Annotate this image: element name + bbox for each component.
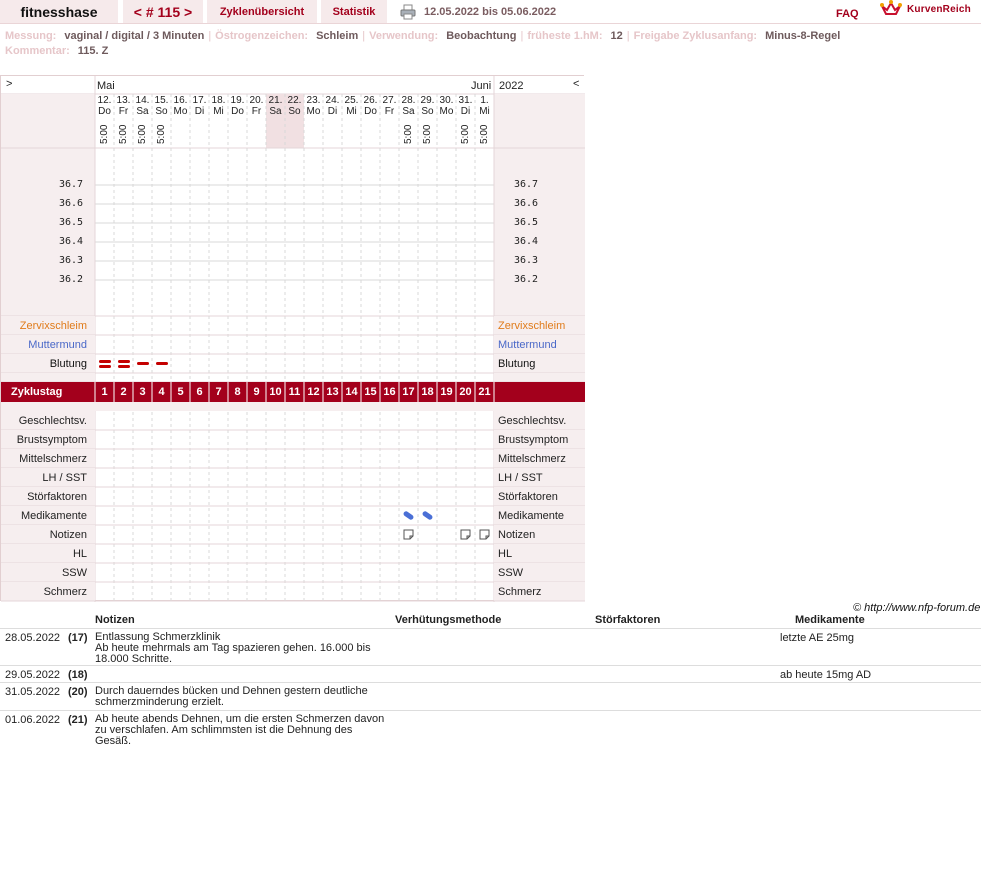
note-text (95, 714, 385, 747)
day-date: 29. (420, 95, 435, 106)
bleeding-mark (137, 362, 149, 365)
day-weekday: Fr (251, 106, 262, 117)
copyright: © http://www.nfp-forum.de (853, 602, 981, 614)
day-weekday: Do (231, 106, 244, 117)
day-weekday: Do (98, 106, 111, 117)
day-weekday: So (288, 106, 301, 117)
cycle-day-number: 19 (440, 386, 453, 398)
temp-label-left: 36.4 (59, 236, 84, 247)
note-line: Durch dauerndes bücken und Dehnen gestern deutliche (95, 685, 368, 697)
note-icon[interactable] (403, 529, 414, 540)
cycle-day-number: 2 (120, 386, 127, 398)
cycle-day-number: 5 (177, 386, 184, 398)
day-weekday: Mi (346, 106, 357, 117)
row-label-left: Mittelschmerz (19, 453, 87, 465)
temp-label-left: 36.7 (59, 179, 84, 190)
note-date: 01.06.2022 (5, 714, 61, 726)
day-date: 27. (382, 95, 397, 106)
day-weekday: Mo (439, 106, 454, 117)
faq-link[interactable]: FAQ (836, 8, 859, 20)
cycle-overview-tab[interactable]: Zyklenübersicht (207, 0, 317, 23)
header-methode: Verhütungsmethode (395, 614, 502, 626)
row-label-right: Muttermund (498, 339, 557, 351)
header-notizen: Notizen (95, 614, 135, 626)
day-weekday: Mi (213, 106, 224, 117)
day-weekday: Mi (479, 106, 490, 117)
cycle-day-number: 16 (383, 386, 396, 398)
cycle-day-number: 17 (402, 386, 415, 398)
month-label: Mai (97, 80, 115, 92)
note-medication: ab heute 15mg AD (780, 669, 872, 681)
cycle-day-number: 9 (253, 386, 260, 398)
day-date: 30. (439, 95, 454, 106)
row-label-left: Brustsymptom (16, 434, 87, 446)
day-weekday: Do (364, 106, 377, 117)
temp-label-left: 36.3 (59, 255, 84, 266)
day-weekday: Mo (173, 106, 188, 117)
day-date: 28. (401, 95, 416, 106)
day-time: 5:00 (422, 124, 433, 144)
temp-label-right: 36.2 (514, 274, 539, 285)
note-cycle-day: (17) (68, 632, 88, 644)
day-weekday: Fr (118, 106, 129, 117)
cycle-day-number: 3 (139, 386, 146, 398)
day-date: 14. (135, 95, 150, 106)
row-label-left: LH / SST (42, 472, 87, 484)
row-label-left: Geschlechtsv. (18, 415, 87, 427)
row-label-right: Zervixschleim (498, 320, 566, 332)
temp-label-left: 36.5 (59, 217, 84, 228)
row-label-left: Notizen (49, 529, 87, 541)
day-date: 20. (249, 95, 264, 106)
note-line: zu verschlafen. Am schlimmsten ist die Dehnung des (95, 724, 353, 736)
day-time: 5:00 (137, 124, 148, 144)
row-label-right: Medikamente (498, 510, 565, 522)
meta-label: Messung: (5, 30, 57, 42)
note-line: 18.000 Schritte. (95, 653, 173, 665)
note-date: 28.05.2022 (5, 632, 61, 644)
kurvenreich-logo[interactable] (880, 0, 980, 20)
row-label-right: HL (498, 548, 513, 560)
day-time: 5:00 (156, 124, 167, 144)
note-cycle-day: (18) (68, 669, 88, 681)
meta-value: Schleim (316, 30, 359, 42)
temp-label-left: 36.2 (59, 274, 84, 285)
meta-label: Freigabe Zyklusanfang: (633, 30, 758, 42)
header-stoerfaktoren: Störfaktoren (595, 614, 661, 626)
meta-row-1 (5, 30, 840, 42)
meta-label: früheste 1.hM: (527, 30, 603, 42)
row-label-right: Notizen (498, 529, 536, 541)
day-time: 5:00 (99, 124, 110, 144)
note-line: Ab heute mehrmals am Tag spazieren gehen. 16.000 bis (95, 642, 371, 654)
note-icon[interactable] (460, 529, 471, 540)
meta-label: Kommentar: (5, 45, 70, 57)
row-label-right: SSW (498, 567, 524, 579)
year-label: 2022 (499, 80, 524, 92)
row-label-right: Schmerz (498, 586, 542, 598)
note-text (95, 686, 385, 708)
cycle-day-number: 18 (421, 386, 434, 398)
meta-value: 115. Z (77, 45, 109, 57)
note-line: schmerzminderung erzielt. (95, 696, 224, 708)
cycle-day-number: 1 (101, 386, 108, 398)
meta-row-2 (5, 45, 108, 57)
cycle-day-number: 14 (345, 386, 358, 398)
day-date: 16. (173, 95, 188, 106)
day-date: 12. (97, 95, 112, 106)
note-line: Ab heute abends Dehnen, um die ersten Schmerzen davon (95, 713, 385, 725)
cycle-day-number: 8 (234, 386, 241, 398)
temp-label-right: 36.5 (514, 217, 539, 228)
note-medication: letzte AE 25mg (780, 632, 854, 644)
day-time: 5:00 (460, 124, 471, 144)
day-date: 19. (230, 95, 245, 106)
note-cycle-day: (21) (68, 714, 88, 726)
temp-label-right: 36.6 (514, 198, 539, 209)
day-weekday: So (155, 106, 168, 117)
day-date: 1. (480, 95, 489, 106)
day-weekday: Di (194, 106, 205, 117)
cycle-nav[interactable]: < # 115 > (123, 0, 203, 23)
note-date: 31.05.2022 (5, 686, 61, 698)
day-date: 31. (458, 95, 473, 106)
day-date: 23. (306, 95, 321, 106)
note-text (95, 632, 385, 665)
cycle-day-number: 20 (459, 386, 472, 398)
row-label-left: SSW (61, 567, 87, 579)
cycle-day-number: 11 (288, 386, 301, 398)
row-label-right: Geschlechtsv. (498, 415, 567, 427)
row-label-left: Medikamente (20, 510, 87, 522)
note-line: Gesäß. (95, 735, 132, 747)
note-date: 29.05.2022 (5, 669, 61, 681)
day-weekday: Sa (269, 106, 282, 117)
day-weekday: So (421, 106, 434, 117)
day-date: 26. (363, 95, 378, 106)
bleeding-mark (156, 362, 168, 365)
meta-separator: | (520, 30, 524, 42)
chart-prev-button[interactable]: < (573, 78, 580, 90)
day-date: 24. (325, 95, 340, 106)
cycle-day-number: 7 (215, 386, 222, 398)
header-medikamente: Medikamente (795, 614, 865, 626)
row-label-right: Störfaktoren (498, 491, 558, 503)
day-weekday: Di (460, 106, 471, 117)
row-label-left: Störfaktoren (27, 491, 87, 503)
meta-value: vaginal / digital / 3 Minuten (64, 30, 205, 42)
month-label: Juni (471, 80, 492, 92)
meta-separator: | (208, 30, 212, 42)
cycle-day-number: 21 (478, 386, 491, 398)
row-label-left: Blutung (49, 358, 87, 370)
day-time: 5:00 (403, 124, 414, 144)
username: fitnesshase (0, 0, 118, 23)
bleeding-mark (118, 360, 130, 368)
day-weekday: Di (327, 106, 338, 117)
meta-label: Östrogenzeichen: (215, 30, 309, 42)
printer-icon[interactable] (400, 4, 416, 20)
pill-icon[interactable] (421, 510, 434, 521)
note-line: Entlassung Schmerzklinik (95, 631, 221, 643)
meta-value: Minus-8-Regel (765, 30, 841, 42)
zyklustag-label: Zyklustag (11, 386, 63, 398)
cycle-day-number: 4 (158, 386, 165, 398)
row-label-left: Muttermund (28, 339, 87, 351)
temp-label-right: 36.4 (514, 236, 539, 247)
row-label-right: Blutung (498, 358, 536, 370)
cycle-day-number: 15 (364, 386, 377, 398)
note-cycle-day: (20) (68, 686, 88, 698)
meta-label: Verwendung: (369, 30, 439, 42)
day-date: 25. (344, 95, 359, 106)
note-row (0, 682, 981, 710)
day-time: 5:00 (118, 124, 129, 144)
row-label-right: Brustsymptom (498, 434, 569, 446)
date-range: 12.05.2022 bis 05.06.2022 (424, 6, 557, 18)
temp-label-left: 36.6 (59, 198, 84, 209)
cycle-day-number: 12 (307, 386, 320, 398)
bleeding-mark (99, 360, 111, 368)
day-date: 21. (268, 95, 283, 106)
note-icon[interactable] (479, 529, 490, 540)
day-time: 5:00 (479, 124, 490, 144)
pill-icon[interactable] (402, 510, 415, 521)
top-bar (0, 0, 981, 24)
temp-label-right: 36.7 (514, 179, 539, 190)
day-weekday: Sa (136, 106, 149, 117)
row-label-left: Schmerz (43, 586, 87, 598)
cycle-day-number: 13 (326, 386, 339, 398)
logo-text: KurvenReich (907, 4, 971, 15)
cycle-day-number: 10 (269, 386, 282, 398)
meta-value: 12 (610, 30, 623, 42)
day-date: 17. (192, 95, 207, 106)
row-label-right: LH / SST (498, 472, 543, 484)
day-weekday: Fr (384, 106, 395, 117)
day-date: 13. (116, 95, 131, 106)
row-label-left: HL (72, 548, 87, 560)
row-label-left: Zervixschleim (19, 320, 87, 332)
note-row (0, 665, 981, 682)
note-row (0, 628, 981, 665)
day-date: 22. (287, 95, 302, 106)
temp-label-right: 36.3 (514, 255, 539, 266)
note-row (0, 710, 981, 750)
day-weekday: Mo (306, 106, 321, 117)
day-date: 18. (211, 95, 226, 106)
meta-separator: | (362, 30, 366, 42)
cycle-day-number: 6 (196, 386, 203, 398)
cycle-chart (0, 75, 584, 601)
meta-separator: | (626, 30, 630, 42)
day-date: 15. (154, 95, 169, 106)
statistics-tab[interactable]: Statistik (321, 0, 387, 23)
chart-next-button[interactable]: > (6, 78, 13, 90)
crown-icon (880, 0, 902, 18)
row-label-right: Mittelschmerz (498, 453, 566, 465)
meta-value: Beobachtung (446, 30, 517, 42)
day-weekday: Sa (402, 106, 415, 117)
